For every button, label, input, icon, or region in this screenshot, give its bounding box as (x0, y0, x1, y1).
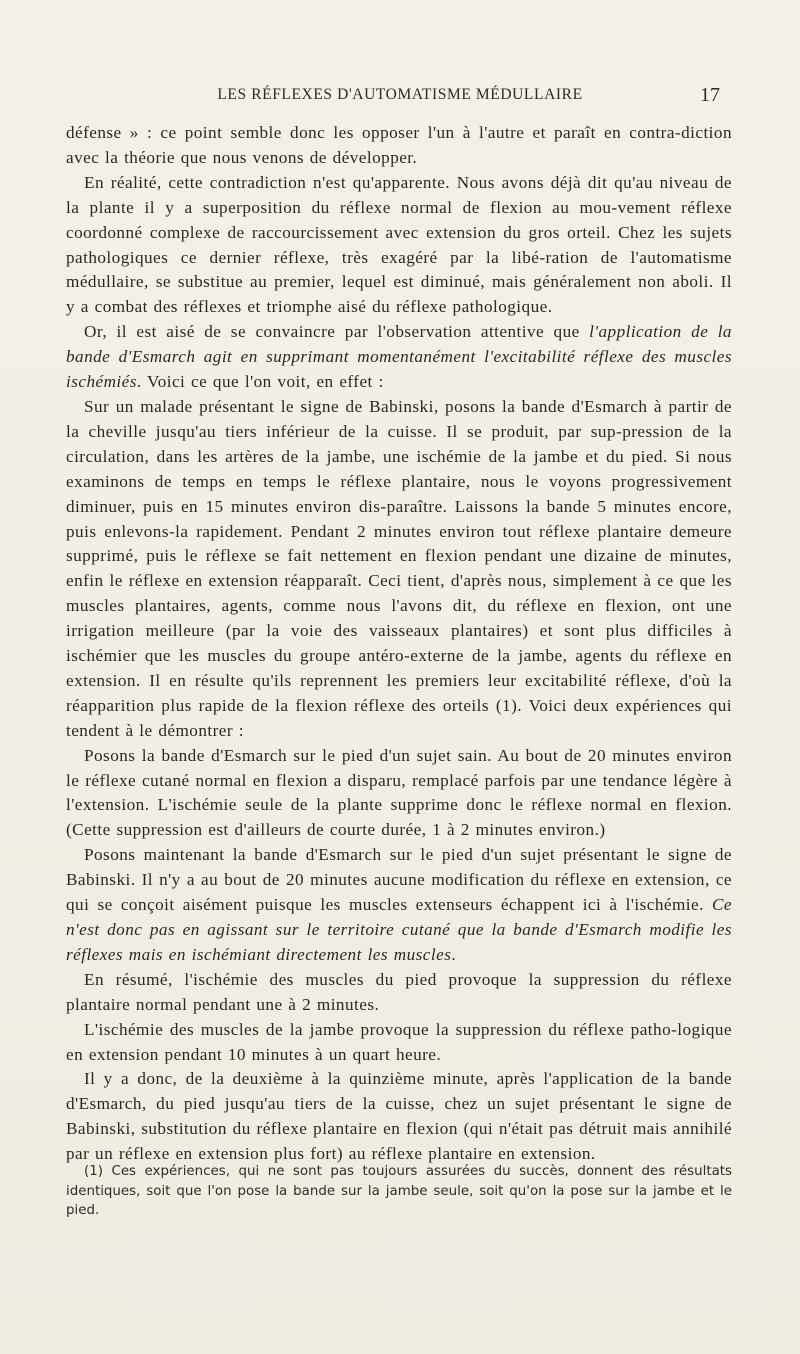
paragraph (66, 121, 732, 171)
text-segment: . (451, 944, 457, 964)
paragraph (66, 395, 732, 744)
text-segment: En réalité, cette contradiction n'est qu'apparente. Nous avons déjà dit qu'au niveau de la plante il y a superposition du réflexe normal de flexion au mou-vement réflexe coordonné complexe de raccourcissement avec extension du gros orteil. Chez les sujets pathologiques ce dernier réflexe, très exagéré par la libé-ration de l'automatisme médullaire, se substitue au premier, lequel est diminué, mais généralement non aboli. Il y a combat des réflexes et triomphe aisé du réflexe pathologique. (66, 172, 732, 317)
text-segment: défense » : ce point semble donc les opposer l'un à l'autre et paraît en contra-diction avec la théorie que nous venons de développer. (66, 123, 732, 167)
running-title: LES RÉFLEXES D'AUTOMATISME MÉDULLAIRE (217, 86, 583, 103)
paragraph (66, 843, 732, 968)
paragraph (66, 1067, 732, 1167)
paragraph (66, 968, 732, 1018)
paragraph (66, 320, 732, 395)
body-text (66, 121, 732, 1167)
text-segment: Posons maintenant la bande d'Esmarch sur le pied d'un sujet présentant le signe de Babinski. Il n'y a au bout de 20 minutes aucune modification du réflexe en extension, ce qui se conçoit aisément puisque les muscles extenseurs échappent ici à l'ischémie. (66, 845, 732, 915)
paragraph (66, 1018, 732, 1068)
text-segment: L'ischémie des muscles de la jambe provoque la suppression du réflexe patho-logique en extension pendant 10 minutes à un quart heure. (66, 1019, 732, 1064)
italic-text-segment: l'application de la bande d'Esmarch agit en supprimant momentanément l'excitabilité réflexe des muscles ischémiés (66, 322, 732, 392)
page-header (120, 86, 720, 110)
text-segment: Il y a donc, de la deuxième à la quinzième minute, après l'application de la bande d'Esmarch, du pied jusqu'au tiers de la cuisse, chez un sujet présentant le signe de Babinski, substitution du réflexe plantaire en flexion (qui n'était pas détruit mais annihilé par un réflexe en extension plus fort) au réflexe plantaire en extension. (66, 1069, 732, 1164)
text-segment: . Voici ce que l'on voit, en effet : (136, 372, 384, 392)
paragraph (66, 744, 732, 844)
text-segment: Or, il est aisé de se convaincre par l'observation attentive que (84, 322, 590, 342)
footnote-text: (1) Ces expériences, qui ne sont pas toujours assurées du succès, donnent des résultats identiques, soit que l'on pose la bande sur la jambe seule, soit qu'on la pose sur la jambe et le pied. (66, 1164, 732, 1219)
text-segment: En résumé, l'ischémie des muscles du pied provoque la suppression du réflexe plantaire normal pendant une à 2 minutes. (66, 969, 732, 1014)
footnote (66, 1162, 732, 1221)
text-segment: Sur un malade présentant le signe de Babinski, posons la bande d'Esmarch à partir de la cheville jusqu'au tiers inférieur de la cuisse. Il se produit, par sup-pression de la circulation, dans les artères de la jambe, une ischémie de la jambe et du pied. Si nous examinons de temps en temps le réflexe plantaire, nous le voyons progressivement diminuer, puis en 15 minutes environ dis-paraître. Laissons la bande 5 minutes encore, puis enlevons-la rapidement. Pendant 2 minutes environ tout réflexe plantaire demeure supprimé, puis le réflexe se fait nettement en flexion pendant une dizaine de minutes, enfin le réflexe en extension réapparaît. Ceci tient, d'après nous, simplement à ce que les muscles plantaires, agents, comme nous l'avons dit, du réflexe en flexion, ont une irrigation meilleure (par la voie des vaisseaux plantaires) et sont plus difficiles à ischémier que les muscles du groupe antéro-externe de la jambe, agents du réflexe en extension. Il en résulte qu'ils reprennent les premiers leur excitabilité réflexe, d'où la réapparition plus rapide de la flexion réflexe des orteils (1). Voici deux expériences qui tendent à le démontrer : (66, 396, 732, 740)
italic-text-segment: Ce n'est donc pas en agissant sur le territoire cutané que la bande d'Esmarch modifie les réflexes mais en ischémiant directement les muscles (66, 895, 732, 964)
paragraph (66, 171, 732, 320)
page-number: 17 (700, 84, 720, 106)
text-segment: Posons la bande d'Esmarch sur le pied d'un sujet sain. Au bout de 20 minutes environ le réflexe cutané normal en flexion a disparu, remplacé parfois par une tendance légère à l'extension. L'ischémie seule de la plante supprime donc le réflexe normal en flexion. (Cette suppression est d'ailleurs de courte durée, 1 à 2 minutes environ.) (66, 745, 732, 840)
